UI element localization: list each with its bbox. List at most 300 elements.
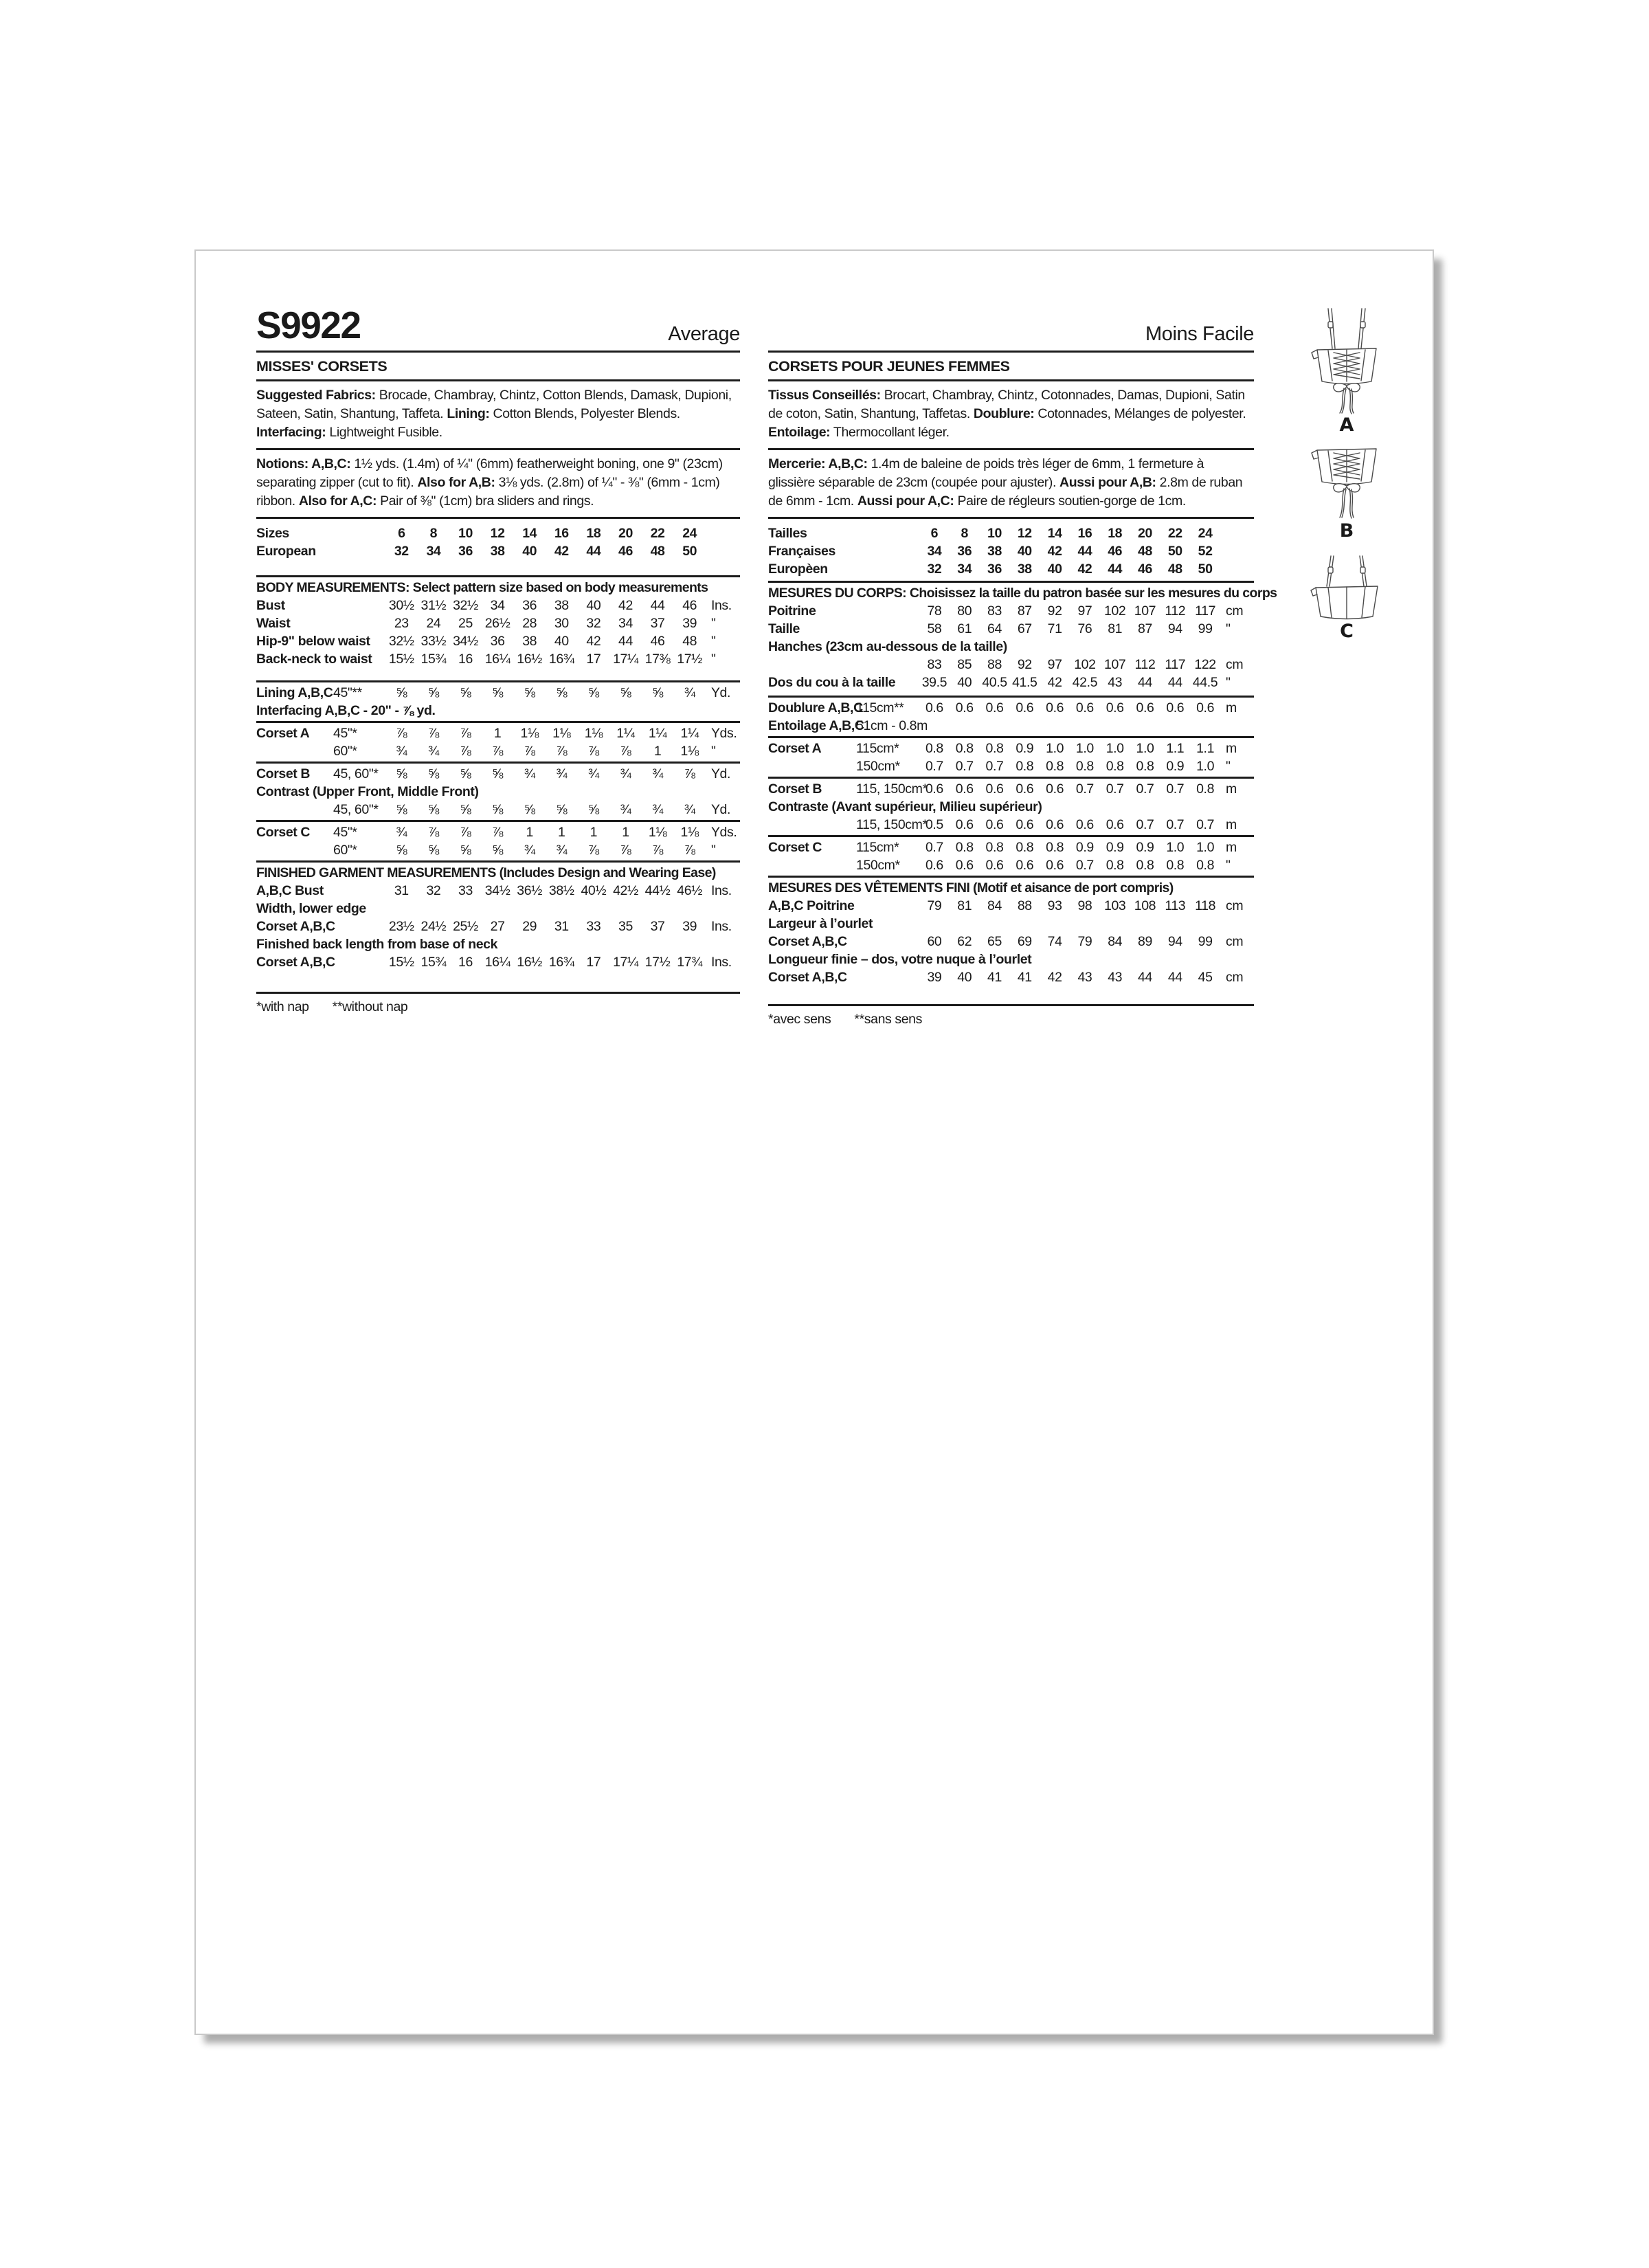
row-unit: " [710,652,716,667]
cell-value [642,935,674,953]
row-label: Hip-9" below waist [256,634,370,649]
row-label: Françaises [768,544,835,559]
cell-value: 0.8 [1196,858,1215,873]
cell-value: ⅞ [556,744,568,759]
body-measurements-heading-en: BODY MEASUREMENTS: Select pattern size based on body measurements [256,580,708,595]
row-unit: m [1225,840,1237,855]
cell-value: 61 [957,621,972,636]
row-unit: Ins. [710,919,732,934]
cell-value: 112 [1134,657,1156,672]
row-label: Dos du cou à la taille [768,675,896,690]
cell-value: 15½ [388,955,414,970]
french-column [768,306,1277,1029]
row-width-label: 45, 60"* [333,766,379,781]
cell-value: 48 [1138,544,1152,559]
cell-value: 15¾ [420,955,447,970]
section-rule [768,696,1254,698]
cell-value: 23½ [388,919,414,934]
cell-value [1130,915,1160,933]
cell-value: 0.6 [1046,817,1064,832]
view-a-block [1302,304,1391,435]
cell-value [1070,950,1100,968]
cell-value [1040,950,1070,968]
cell-value [385,900,418,918]
cell-value: 0.6 [1166,700,1185,715]
cell-value: 0.8 [955,840,974,855]
cell-value: 10 [458,526,473,541]
cell-value [1040,798,1070,816]
cell-value: 0.7 [955,759,974,774]
row-label [768,656,919,674]
row-label: Corset A,B,C [768,970,847,985]
row-unit: " [710,634,716,649]
body-measurements-table-fr [768,602,1254,691]
cell-value: ⅝ [587,802,599,817]
cell-value: ⅝ [492,685,504,700]
mercerie-paragraph: Mercerie: A,B,C: 1.4m de baleine de poids très léger de 6mm, 1 fermeture à glissière séparable de 23cm (coupée pour ajuster). Aussi pour A,B: 2.8m de ruban de 6mm - 1cm. Aussi pour A,C: Paire de régleurs soutien-gorge de 1cm. [768,450,1254,519]
cell-value [1100,798,1130,816]
cell-value: 0.6 [1136,700,1154,715]
cell-value [1100,915,1130,933]
cell-value: 1.1 [1196,741,1215,756]
cell-value: 46 [682,598,697,613]
cell-value [1040,717,1070,735]
cell-value: 102 [1074,657,1096,672]
cell-value [1130,717,1160,735]
cell-value: ⅞ [652,843,663,858]
cell-value: 46 [618,544,633,559]
corset-c-metrage-table-fr [768,838,1254,874]
cell-value: ⅝ [524,685,535,700]
cell-value [980,638,1010,656]
section-rule [256,820,740,822]
cell-value: 25 [458,616,473,631]
cell-value [482,783,514,801]
cell-value [1190,638,1220,656]
cell-value: 39.5 [921,675,947,690]
row-label [768,816,856,834]
row-label: Corset A,B,C [768,934,847,949]
cell-value [1070,638,1100,656]
cell-value: 0.6 [1106,817,1124,832]
cell-value: 38½ [548,883,574,898]
row-label: Width, lower edge [256,901,366,916]
cell-value [418,783,450,801]
cell-value: 0.7 [1196,817,1215,832]
cell-value: 16¾ [548,955,574,970]
cell-value: 10 [987,526,1002,541]
cell-value: ⅞ [427,726,439,741]
cell-value: ⅞ [620,843,631,858]
cell-value: 25½ [453,919,478,934]
cell-value: 43 [1108,675,1123,690]
cell-value: 14 [522,526,537,541]
cell-value: 42 [1077,562,1092,577]
cell-value: 81 [957,898,972,913]
cell-value: 1.0 [1166,840,1185,855]
cell-value: 16 [458,955,473,970]
cell-value: 40 [554,634,569,649]
row-label: Contraste (Avant supérieur, Milieu supérieur) [768,799,1042,814]
cell-value: ⅝ [587,685,599,700]
cell-value [950,798,980,816]
cell-value [449,783,482,801]
cell-value: ⅝ [427,802,439,817]
cell-value [950,950,980,968]
cell-value: 34 [490,598,505,613]
cell-value: 16¾ [548,652,574,667]
cell-value: ⅝ [460,802,471,817]
cell-value [609,702,642,720]
cell-value: 36 [458,544,473,559]
cell-value: 1.0 [1075,741,1094,756]
cell-value: ⅝ [427,766,439,781]
cell-value [546,702,578,720]
row-label: Largeur à l’ourlet [768,916,873,931]
row-label: Corset B [768,781,822,797]
cell-value: 32 [586,616,601,631]
cell-value: 44 [1167,675,1182,690]
row-unit: cm [1225,934,1244,949]
cell-value: 0.6 [1046,858,1064,873]
row-unit: Yd. [710,685,731,700]
cell-value [482,935,514,953]
lining-interfacing-table-en [256,684,740,720]
cell-value: 40 [1047,562,1062,577]
cell-value: 50 [1167,544,1182,559]
cell-value: 0.7 [1106,781,1124,797]
cell-value [1040,915,1070,933]
cell-value: 16 [554,526,569,541]
cell-value: 107 [1134,603,1156,619]
row-label: European [256,544,316,559]
cell-value: 40 [1017,544,1032,559]
cell-value: 24 [426,616,441,631]
section-rule [256,721,740,723]
cell-value: 33½ [420,634,447,649]
cell-value [418,935,450,953]
cell-value: 84 [987,898,1002,913]
cell-value: 42 [586,634,601,649]
cell-value [1100,950,1130,968]
row-label: Contrast (Upper Front, Middle Front) [256,784,479,799]
cell-value: 0.7 [1136,781,1154,797]
row-unit: " [1225,675,1231,690]
row-width-label: 115cm** [856,700,904,715]
cell-value: ¾ [684,802,695,817]
row-label: Corset A,B,C [256,919,335,934]
cell-value: 29 [522,919,537,934]
cell-value: 32 [426,883,441,898]
cell-value: 40.5 [982,675,1007,690]
cell-value: 42½ [613,883,638,898]
cell-value: 1⅛ [584,726,603,741]
cell-value: 113 [1165,898,1186,913]
cell-value [1070,717,1100,735]
cell-value [385,702,418,720]
cell-value: 36 [490,634,505,649]
cell-value [919,915,950,933]
cell-value: 44½ [644,883,671,898]
cell-value: 93 [1047,898,1062,913]
row-unit: Ins. [710,883,732,898]
cell-value: ⅞ [620,744,631,759]
cell-value [449,702,482,720]
cell-value [449,935,482,953]
cell-value: 38 [554,598,569,613]
row-unit [706,542,740,560]
row-unit: " [710,744,716,759]
cell-value: 48 [1167,562,1182,577]
corset-front-with-straps-icon [1302,553,1391,622]
row-unit [1220,542,1254,560]
cell-value [950,915,980,933]
cell-value: 0.8 [1106,759,1124,774]
cell-value: 39 [927,970,942,985]
cell-value [385,935,418,953]
cell-value: 87 [1138,621,1152,636]
cell-value: 31 [554,919,569,934]
tissus-conseilles-paragraph: Tissus Conseillés: Brocart, Chambray, Chintz, Cotonnades, Damas, Dupioni, Satin de coton, Satin, Shantung, Taffetas. Doublure: Cotonnades, Mélanges de polyester. Entoilage: Thermocollant léger. [768,381,1254,450]
cell-value: 24½ [420,919,447,934]
row-label: Lining A,B,C [256,685,333,700]
finished-measurements-table-en [256,882,740,971]
cell-value: 0.6 [925,700,943,715]
cell-value: 0.8 [1136,858,1154,873]
cell-value: ⅝ [620,685,631,700]
finished-measurements-table-fr [768,897,1254,986]
cell-value: 34 [927,544,942,559]
cell-value [385,783,418,801]
cell-value: 69 [1017,934,1032,949]
row-width-label: 60"* [333,843,357,858]
cell-value: ⅝ [396,766,407,781]
row-width-label [333,783,385,801]
cell-value: 98 [1077,898,1092,913]
section-rule [256,680,740,682]
cell-value: 37 [650,919,665,934]
cell-value: 0.5 [925,817,943,832]
cell-value: 8 [429,526,438,541]
cell-value: 0.7 [925,840,943,855]
section-rule [768,876,1254,878]
cell-value: 17¼ [613,652,638,667]
row-label: Bust [256,598,285,613]
cell-value: 0.9 [1136,840,1154,855]
cell-value [673,900,706,918]
cell-value: 92 [1047,603,1062,619]
cell-value: 27 [490,919,505,934]
cell-value: 94 [1167,621,1182,636]
cell-value: 34½ [453,634,478,649]
cell-value: 99 [1198,621,1213,636]
sens-footnote-fr [768,1006,1254,1029]
cell-value: 0.9 [1106,840,1124,855]
cell-value: 62 [957,934,972,949]
cell-value: 44 [1077,544,1092,559]
cell-value [919,638,950,656]
cell-value: ¾ [524,766,535,781]
difficulty-label-en: Average [668,322,740,345]
cell-value [673,935,706,953]
row-unit: Yds. [710,726,737,741]
cell-value: ¾ [652,766,663,781]
cell-value [482,702,514,720]
cell-value [578,783,610,801]
cell-value: 44 [1108,562,1123,577]
cell-value: 0.8 [1046,759,1064,774]
cell-value: ⅞ [684,766,695,781]
cell-value: ¾ [620,802,631,817]
doublure-entoilage-table-fr [768,699,1254,735]
corset-back-laced-strapless-icon [1302,445,1391,522]
cell-value: ¾ [620,766,631,781]
cell-value: 41 [1017,970,1032,985]
cell-value: 0.8 [1075,759,1094,774]
row-unit [1220,524,1254,542]
cell-value: 0.6 [1046,781,1064,797]
cell-value: 1 [590,825,598,840]
section-rule [768,777,1254,779]
cell-value: 0.6 [955,858,974,873]
cell-value [1190,798,1220,816]
cell-value: 34 [426,544,441,559]
cell-value [980,915,1010,933]
cell-value: 15¾ [420,652,447,667]
row-width-label [333,702,385,720]
row-width-label: 115, 150cm* [856,781,928,797]
cell-value: 0.8 [1016,759,1034,774]
cell-value: 0.8 [985,840,1004,855]
cell-value: 37 [650,616,665,631]
with-nap-note: *with nap [256,999,309,1014]
cell-value: 15½ [388,652,414,667]
cell-value: 42 [1047,675,1062,690]
cell-value: 22 [1167,526,1182,541]
pattern-envelope-back-sheet [194,249,1434,2035]
cell-value: 0.7 [925,759,943,774]
row-unit: m [1225,700,1237,715]
cell-value [546,900,578,918]
cell-value: 32 [394,544,409,559]
cell-value: 20 [618,526,633,541]
row-label: Interfacing A,B,C - 20" - ⅞ yd. [256,703,436,718]
row-width-label [856,798,919,816]
cell-value: 17¼ [613,955,638,970]
row-unit: Yds. [710,825,737,840]
sizes-table-fr [768,524,1254,578]
cell-value: 31½ [420,598,447,613]
cell-value: 16½ [517,955,543,970]
cell-value: 0.8 [1136,759,1154,774]
finished-measurements-heading-en: FINISHED GARMENT MEASUREMENTS (Includes Design and Wearing Ease) [256,865,716,880]
cell-value: 0.6 [1016,781,1034,797]
cell-value: ⅝ [427,685,439,700]
cell-value: 38 [1017,562,1032,577]
cell-value: 1 [493,726,502,741]
cell-value: 0.6 [1016,700,1034,715]
cell-value [1160,638,1190,656]
cell-value: 17 [586,652,601,667]
title-bar-fr [768,306,1254,353]
cell-value [513,935,546,953]
cell-value: 1¼ [648,726,667,741]
cell-value: 42.5 [1072,675,1098,690]
view-c-block [1302,553,1391,641]
cell-value [513,702,546,720]
cell-value: 122 [1194,657,1216,672]
row-label: Tailles [768,526,807,541]
cell-value: 18 [1108,526,1123,541]
cell-value [1009,798,1040,816]
row-width-label: 150cm* [856,759,900,774]
cell-value: 36 [957,544,972,559]
cell-value: 12 [490,526,505,541]
cell-value: 38 [987,544,1002,559]
row-label: Poitrine [768,603,816,619]
cell-value: ⅞ [460,825,471,840]
cell-value [1130,798,1160,816]
row-unit [1220,950,1254,968]
row-label [256,801,333,819]
cell-value: ⅞ [492,744,504,759]
row-unit: cm [1225,970,1244,985]
cell-value: 97 [1047,657,1062,672]
english-column [256,306,740,1016]
cell-value [1100,638,1130,656]
cell-value: 0.8 [955,741,974,756]
cell-value: 85 [957,657,972,672]
nap-footnote-en [256,994,740,1016]
row-unit [706,783,740,801]
section-rule [768,835,1254,837]
without-nap-note: **without nap [332,999,408,1014]
cell-value [609,900,642,918]
cell-value: 103 [1104,898,1126,913]
row-unit [1220,560,1254,578]
cell-value: ¾ [556,843,568,858]
cell-value: 44.5 [1192,675,1218,690]
cell-value: 1 [526,825,533,840]
row-unit [1220,798,1254,816]
cell-value [418,702,450,720]
cell-value: 14 [1047,526,1062,541]
cell-value [919,798,950,816]
cell-value: 0.6 [1106,700,1124,715]
cell-value [1190,950,1220,968]
cell-value: 65 [987,934,1002,949]
cell-value [513,900,546,918]
cell-value: 0.8 [925,741,943,756]
cell-value: 0.9 [1166,759,1185,774]
cell-value [919,950,950,968]
cell-value: 83 [987,603,1002,619]
cell-value [546,783,578,801]
cell-value [578,935,610,953]
cell-value: 6 [930,526,939,541]
cell-value: 12 [1017,526,1032,541]
cell-value: 0.8 [1046,840,1064,855]
cell-value: 16¼ [484,955,511,970]
cell-value: 1⅛ [680,825,699,840]
cell-value: 44 [650,598,665,613]
cell-value: 67 [1017,621,1032,636]
row-label: Corset A,B,C [256,955,335,970]
row-label: A,B,C Bust [256,883,324,898]
cell-value: 1.0 [1196,759,1215,774]
cell-value: 0.7 [1166,817,1185,832]
cell-value: ⅝ [492,802,504,817]
